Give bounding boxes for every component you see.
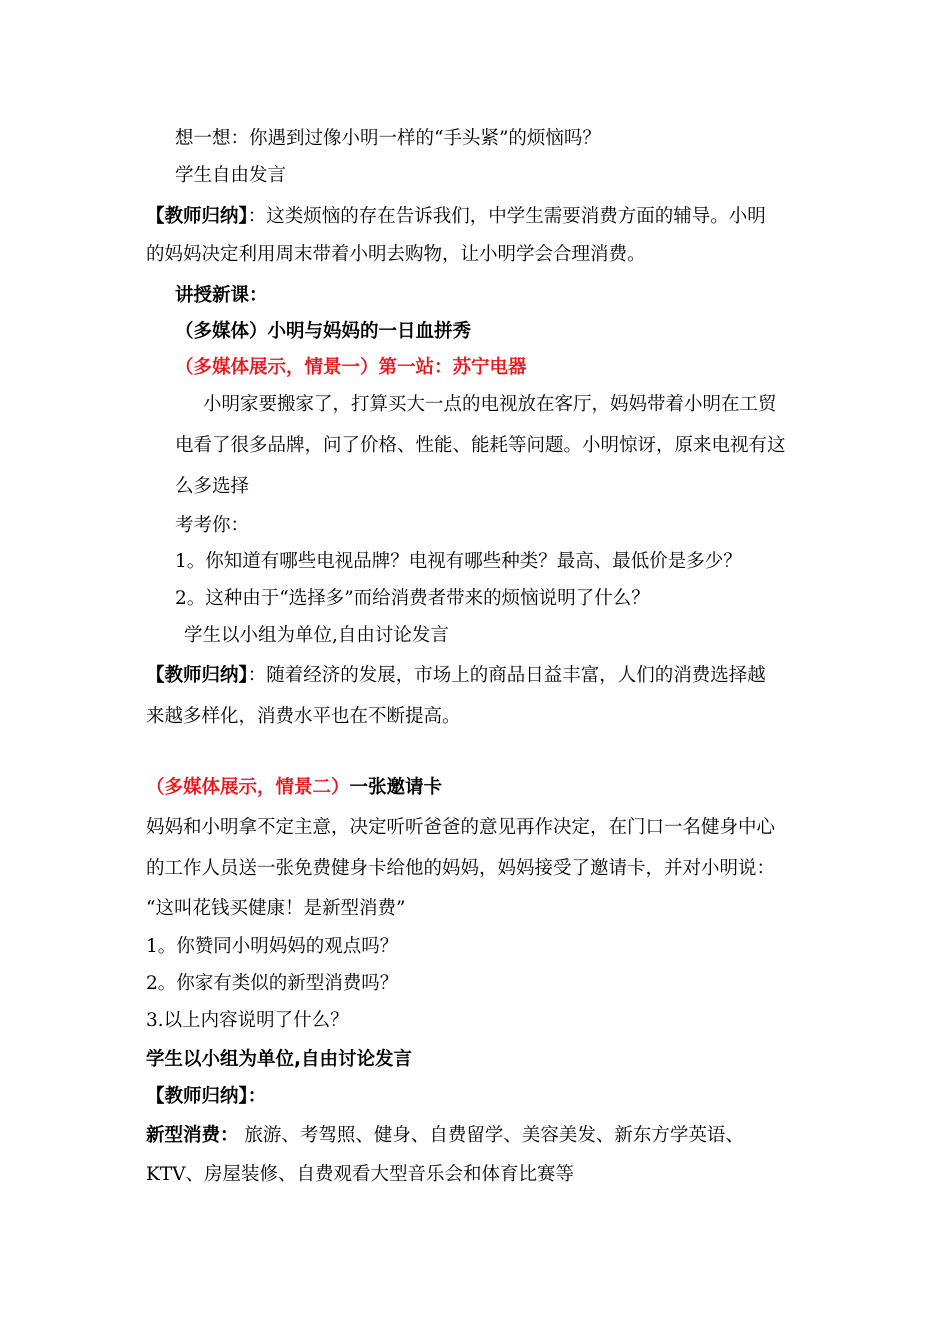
new-consumption-list-cont: KTV、房屋装修、自费观看大型音乐会和体育比赛等 — [146, 1164, 575, 1185]
teacher-summary-text: ：随着经济的发展，市场上的商品日益丰富，人们的消费选择越 — [247, 665, 766, 686]
scene-one-paragraph: 么多选择 — [175, 476, 250, 497]
scene-two-title: 一张邀请卡 — [349, 777, 443, 798]
scene-one-heading: （多媒体展示，情景一）第一站：苏宁电器 — [175, 357, 527, 378]
teacher-summary-label: 【教师归纳】 — [146, 665, 248, 686]
teacher-summary-1 — [146, 205, 766, 229]
student-group-discussion-bold: 学生以小组为单位,自由讨论发言 — [146, 1049, 413, 1070]
teacher-summary-3-label: 【教师归纳】： — [146, 1086, 267, 1107]
quiz-question-2: 2。这种由于“选择多”而给消费者带来的烦恼说明了什么？ — [175, 588, 650, 609]
think-question: 想一想：你遇到过像小明一样的“手头紧”的烦恼吗？ — [175, 128, 601, 149]
teacher-summary-label: 【教师归纳】 — [146, 206, 248, 227]
student-free-speech: 学生自由发言 — [175, 165, 287, 186]
section-heading-new-lesson: 讲授新课： — [175, 285, 268, 306]
scene-two-question-3: 3.以上内容说明了什么？ — [146, 1010, 349, 1031]
scene-one-paragraph: 电看了很多品牌，问了价格、性能、能耗等问题。小明惊讶，原来电视有这 — [175, 435, 786, 456]
quiz-heading: 考考你： — [175, 515, 250, 536]
scene-two-label: （多媒体展示，情景二） — [146, 777, 350, 798]
scene-two-heading — [146, 776, 442, 800]
scene-two-question-2: 2。你家有类似的新型消费吗？ — [146, 973, 399, 994]
quiz-question-1: 1。你知道有哪些电视品牌？电视有哪些种类？最高、最低价是多少？ — [175, 551, 742, 572]
teacher-summary-2 — [146, 664, 766, 688]
new-consumption-line — [146, 1124, 744, 1148]
teacher-summary-text: ：这类烦恼的存在告诉我们，中学生需要消费方面的辅导。小明 — [247, 206, 766, 227]
scene-two-question-1: 1。你赞同小明妈妈的观点吗？ — [146, 936, 399, 957]
scene-one-paragraph: 小明家要搬家了，打算买大一点的电视放在客厅，妈妈带着小明在工贸 — [203, 394, 777, 415]
new-consumption-label: 新型消费： — [146, 1125, 239, 1146]
new-consumption-list: 旅游、考驾照、健身、自费留学、美容美发、新东方学英语、 — [238, 1125, 744, 1146]
scene-two-paragraph: 的工作人员送一张免费健身卡给他的妈妈，妈妈接受了邀请卡，并对小明说： — [146, 858, 776, 879]
multimedia-title: （多媒体）小明与妈妈的一日血拼秀 — [175, 321, 472, 342]
student-group-discussion: 学生以小组为单位,自由讨论发言 — [184, 625, 449, 646]
scene-two-paragraph: 妈妈和小明拿不定主意，决定听听爸爸的意见再作决定，在门口一名健身中心 — [146, 817, 776, 838]
mom-quote: “这叫花钱买健康！是新型消费” — [146, 898, 406, 919]
paragraph-line: 的妈妈决定利用周末带着小明去购物，让小明学会合理消费。 — [146, 244, 646, 265]
paragraph-line: 来越多样化，消费水平也在不断提高。 — [146, 706, 461, 727]
